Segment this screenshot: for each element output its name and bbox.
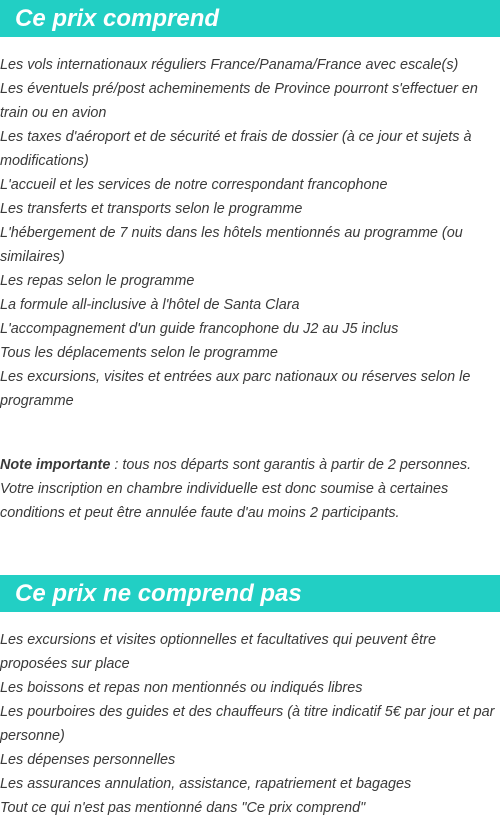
list-item: Tous les déplacements selon le programme [0,345,278,361]
list-item: L'accompagnement d'un guide francophone du J2 au J5 inclus [0,321,399,337]
important-note [0,453,500,525]
excludes-section-title: Ce prix ne comprend pas [0,575,500,612]
list-item: Les boissons et repas non mentionnés ou indiqués libres [0,680,363,696]
list-item: Tout ce qui n'est pas mentionné dans "Ce prix comprend" [0,800,366,816]
excludes-list [0,628,500,820]
list-item: Les assurances annulation, assistance, rapatriement et bagages [0,776,412,792]
note-text: : tous nos départs sont garantis à partir de 2 personnes. Votre inscription en chambre individuelle est donc soumise à certaines conditions et peut être annulée faute d'au moins 2 participants. [0,457,472,521]
list-item: Les pourboires des guides et des chauffeurs (à titre indicatif 5€ par jour et par personne) [0,704,495,744]
list-item: Les éventuels pré/post acheminements de Province pourront s'effectuer en train ou en avion [0,81,478,121]
includes-list [0,53,500,413]
list-item: Les transferts et transports selon le programme [0,201,303,217]
list-item: Les excursions et visites optionnelles et facultatives qui peuvent être proposées sur place [0,632,436,672]
note-label: Note importante [0,457,111,473]
list-item: L'accueil et les services de notre correspondant francophone [0,177,388,193]
list-item: Les excursions, visites et entrées aux parc nationaux ou réserves selon le programme [0,369,471,409]
list-item: Les taxes d'aéroport et de sécurité et frais de dossier (à ce jour et sujets à modifications) [0,129,472,169]
list-item: L'hébergement de 7 nuits dans les hôtels mentionnés au programme (ou similaires) [0,225,463,265]
list-item: Les dépenses personnelles [0,752,176,768]
list-item: Les vols internationaux réguliers France/Panama/France avec escale(s) [0,57,459,73]
list-item: Les repas selon le programme [0,273,195,289]
list-item: La formule all-inclusive à l'hôtel de Santa Clara [0,297,300,313]
includes-section-title: Ce prix comprend [0,0,500,37]
